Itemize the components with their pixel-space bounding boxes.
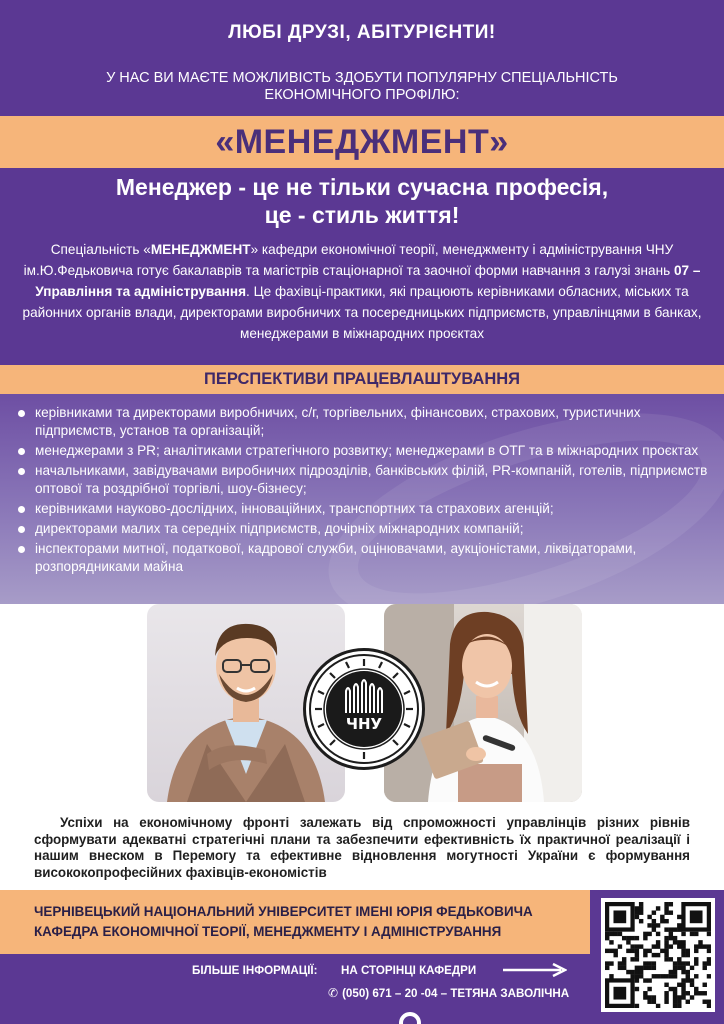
list-item xyxy=(18,500,708,518)
seal-emblem xyxy=(326,677,402,717)
description-field: 07 – Управління та адміністрування xyxy=(35,263,701,299)
slogan-line-2: це - стиль життя! xyxy=(264,202,460,228)
seal-abbreviation: ЧНУ xyxy=(345,715,383,733)
greeting-heading: ЛЮБІ ДРУЗІ, АБІТУРІЄНТИ! xyxy=(228,22,496,43)
intro-text: У НАС ВИ МАЄТЕ МОЖЛИВІСТЬ ЗДОБУТИ ПОПУЛЯРНУ СПЕЦІАЛЬНІСТЬ ЕКОНОМІЧНОГО ПРОФІЛЮ: xyxy=(106,70,618,103)
list-item xyxy=(18,462,708,498)
careers-list xyxy=(18,404,708,578)
bullet-icon xyxy=(18,410,25,417)
university-name: ЧЕРНІВЕЦЬКИЙ НАЦІОНАЛЬНИЙ УНІВЕРСИТЕТ ІМЕНІ ЮРІЯ ФЕДЬКОВИЧА xyxy=(34,904,533,919)
specialty-title-band xyxy=(0,116,724,168)
phone-icon: ✆ xyxy=(328,986,339,1000)
list-item-text: інспекторами митної, податкової, кадрової служби, оцінювачами, аукціоністами, ліквідаторами, розпорядниками майна xyxy=(35,541,637,574)
list-item xyxy=(18,442,708,460)
list-item xyxy=(18,540,708,576)
slogan xyxy=(40,173,684,229)
bullet-icon xyxy=(18,546,25,553)
list-item-text: менеджерами з PR; аналітиками стратегічного розвитку; менеджерами в ОТГ та в міжнародних проєктах xyxy=(35,443,699,458)
department-page-link[interactable]: НА СТОРІНЦІ КАФЕДРИ xyxy=(341,964,477,977)
bullet-icon xyxy=(18,506,25,513)
specialty-title: «МЕНЕДЖМЕНТ» xyxy=(215,122,509,161)
description-part-3: . Це фахівці-практики, які працюють керівниками обласних, міських та районних органів влади, директорами виробничих та посередницьких підприємств, управлінцями в банках, менеджерами в міжнародних проєктах xyxy=(22,284,702,341)
careers-heading: ПЕРСПЕКТИВИ ПРАЦЕВЛАШТУВАННЯ xyxy=(203,370,521,388)
description-specialty: МЕНЕДЖМЕНТ xyxy=(150,242,251,257)
qr-code-icon[interactable] xyxy=(601,898,715,1012)
seal-center xyxy=(326,671,402,747)
slogan-line-1: Менеджер - це не тільки сучасна професія, xyxy=(115,174,609,200)
more-info-label: БІЛЬШЕ ІНФОРМАЦІЇ: xyxy=(192,964,318,977)
university-seal-icon xyxy=(303,648,425,770)
list-item xyxy=(18,520,708,538)
specialty-description xyxy=(18,239,706,344)
bullet-icon xyxy=(18,468,25,475)
contact-text: (050) 671 – 20 -04 – ТЕТЯНА ЗАВОЛІЧНА xyxy=(342,987,570,1000)
description-part-2: » кафедри економічної теорії, менеджменту і адміністрування ЧНУ ім.Ю.Федьковича готує бакалаврів та магістрів стаціонарної та заочної форми навчання з галузі знань xyxy=(23,242,674,278)
department-name: КАФЕДРА ЕКОНОМІЧНОЇ ТЕОРІЇ, МЕНЕДЖМЕНТУ І АДМІНІСТРУВАННЯ xyxy=(34,924,502,939)
contact-phone[interactable] xyxy=(328,986,569,1000)
list-item xyxy=(18,404,708,440)
bullet-icon xyxy=(18,448,25,455)
conclusion-text: Успіхи на економічному фронті залежать від спроможності управлінців різних рівнів сформувати адекватні стратегічні плани та забезпечити ефективність їх практичної реалізації і нашим внеском в Перемогу та ефективне відновлення могутності України є формування висококопрофесійних фахівців-економістів xyxy=(34,815,690,880)
arrow-right-icon xyxy=(503,962,567,978)
bullet-icon xyxy=(18,526,25,533)
careers-heading-band xyxy=(0,365,724,394)
qr-code-pattern xyxy=(605,902,711,1008)
list-item-text: керівниками науково-дослідних, інноваційних, транспортних та страхових агенцій; xyxy=(35,501,554,516)
list-item-text: керівниками та директорами виробничих, с/г, торгівельних, фінансових, страхових, туристичних підприємств, установ та організацій; xyxy=(35,405,641,438)
list-item-text: начальниками, завідувачами виробничих підрозділів, банківських філій, PR-компаній, готелів, підприємств оптової та роздрібної торгівлі, шоу-бізнесу; xyxy=(35,463,708,496)
list-item-text: директорами малих та середніх підприємств, дочірніх міжнародних компаній; xyxy=(35,521,524,536)
footer-band xyxy=(0,890,590,954)
description-part-1: Спеціальність « xyxy=(50,242,151,257)
